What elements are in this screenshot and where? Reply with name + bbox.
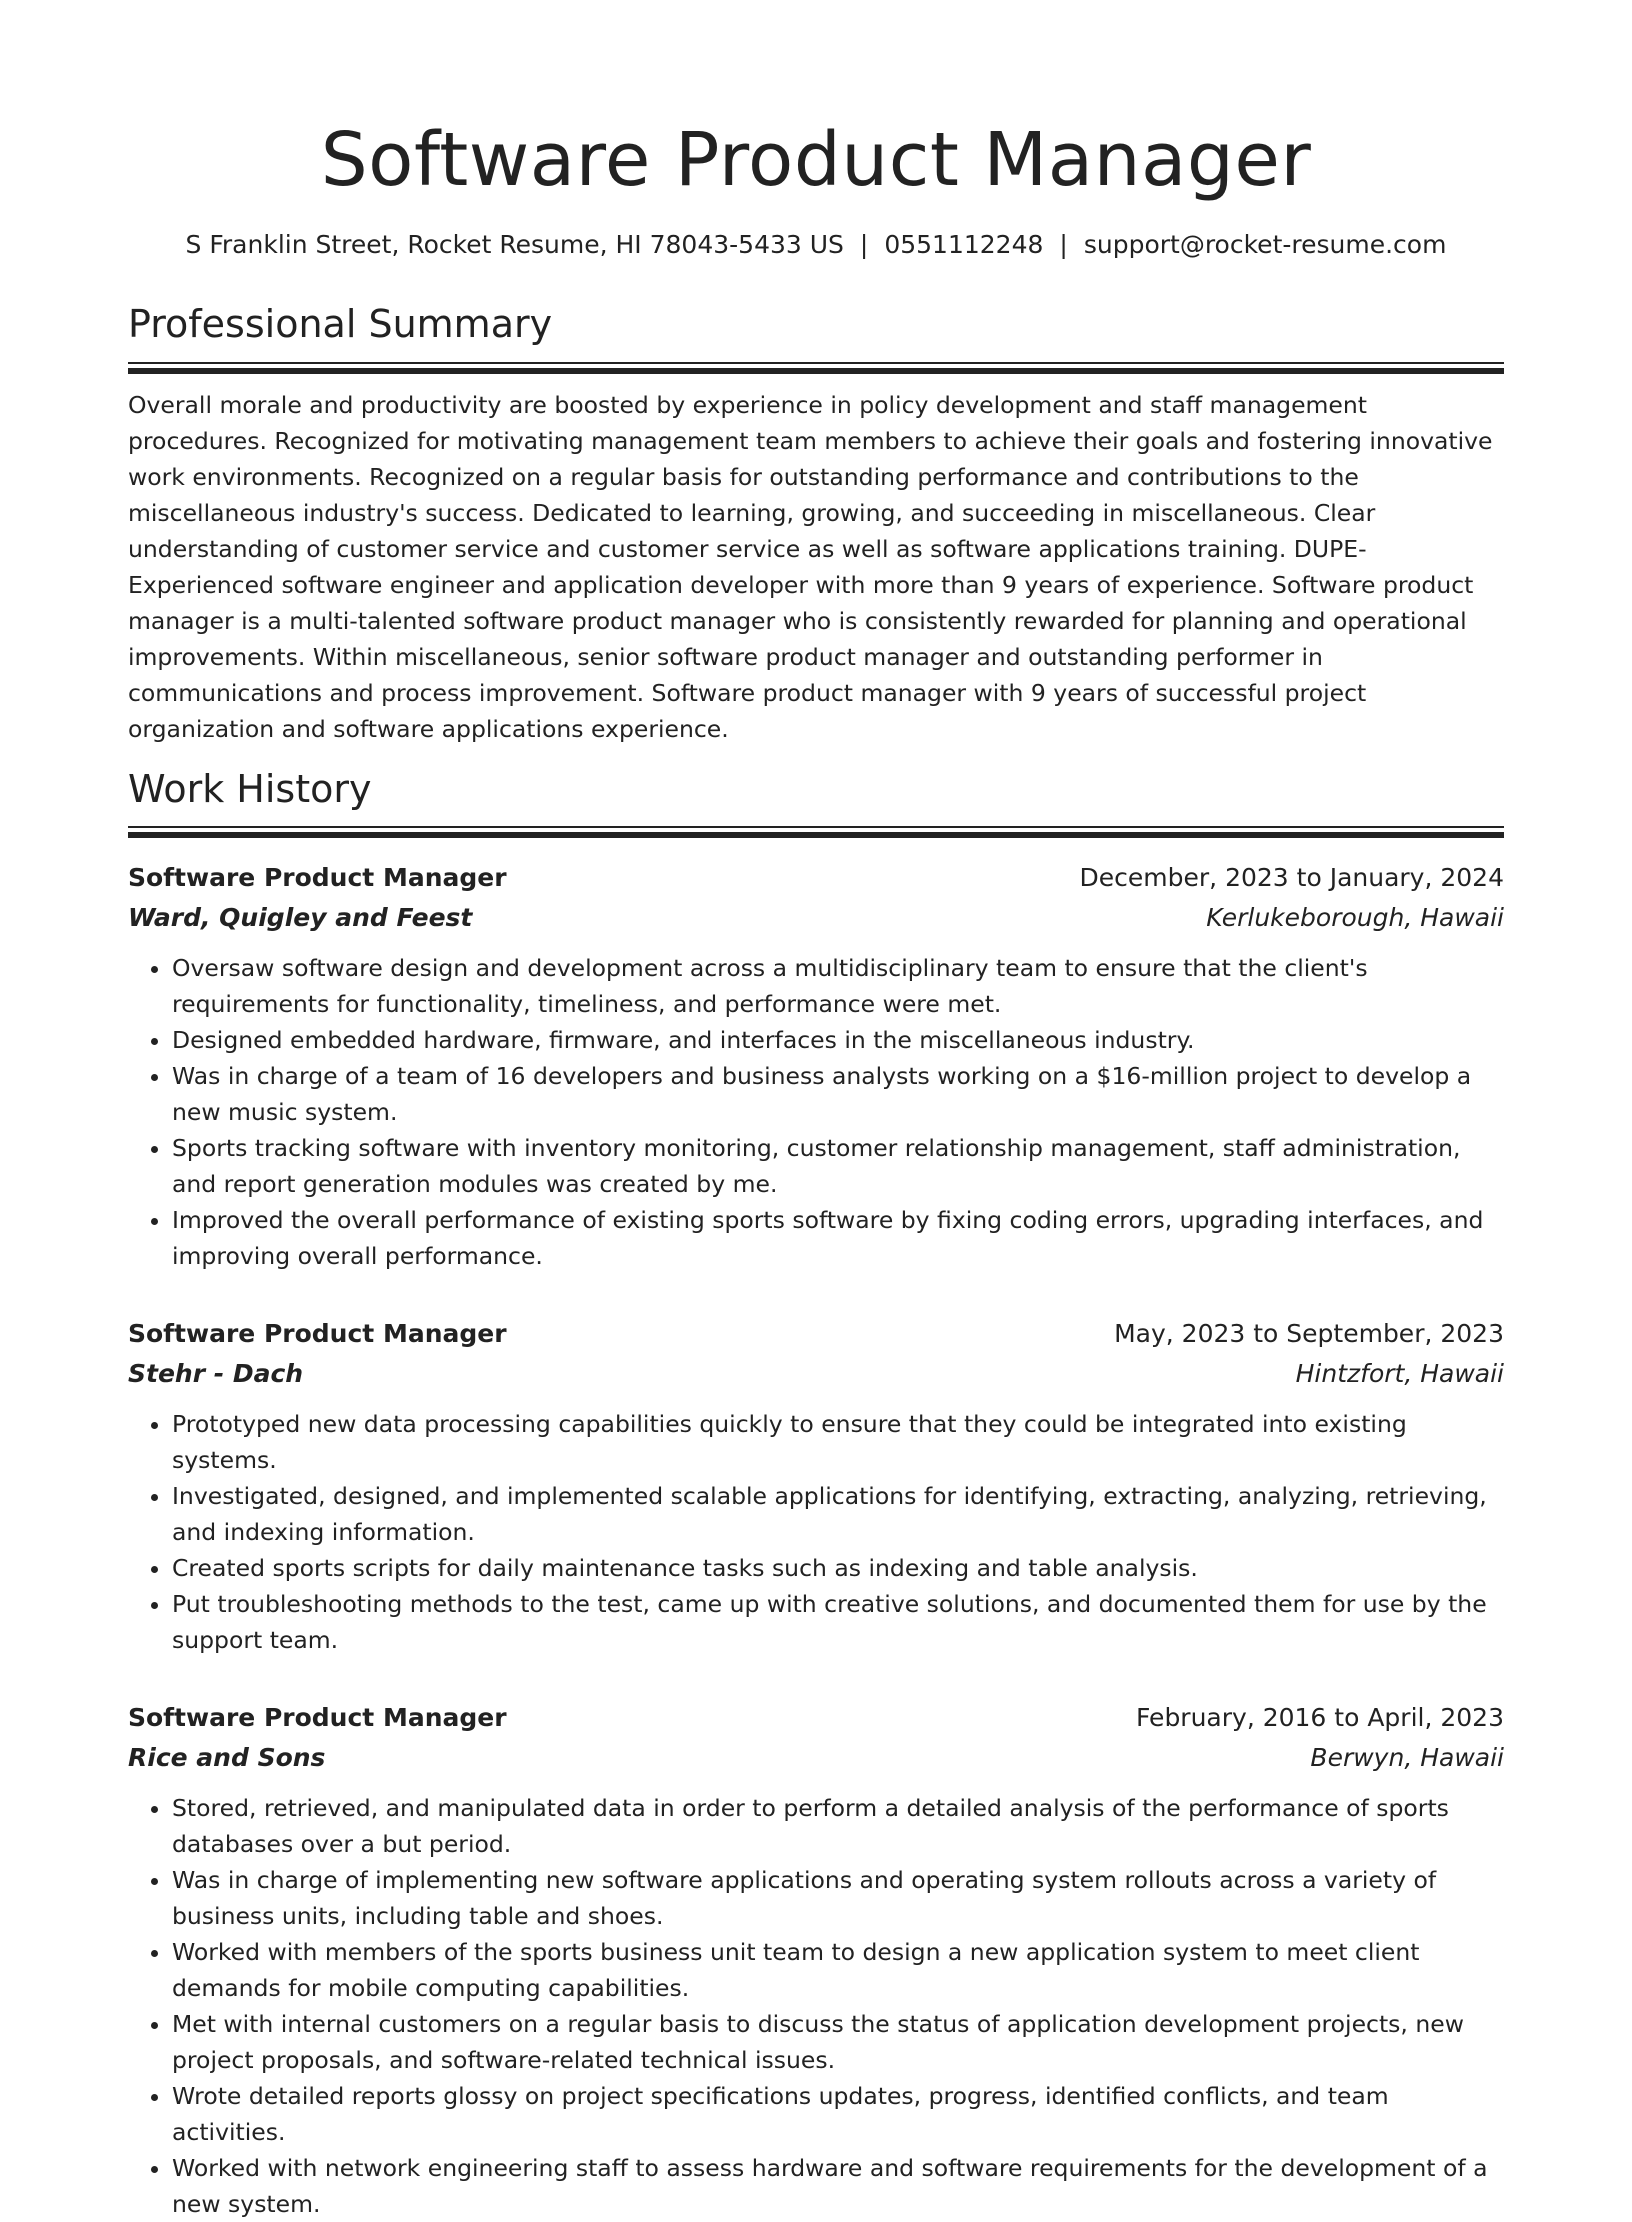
job-bullets: [128, 950, 1504, 1274]
resume-name: Software Product Manager: [320, 117, 1312, 203]
work-history-section: [128, 767, 1504, 2222]
job-company: Ward, Quigley and Feest: [128, 903, 473, 933]
contact-line: [128, 227, 1504, 262]
job-bullet: • Stored, retrieved, and manipulated data in order to perform a detailed analysis of the performance of sports databases over a but period.: [172, 1790, 1504, 1862]
section-divider: [128, 826, 1504, 838]
job-location: Berwyn, Hawaii: [1310, 1743, 1504, 1773]
job-title: Software Product Manager: [128, 1703, 507, 1733]
job-bullet: • Wrote detailed reports glossy on project specifications updates, progress, identified conflicts, and team activities.: [172, 2078, 1504, 2150]
job-bullet: • Worked with network engineering staff to assess hardware and software requirements for the development of a new system.: [172, 2150, 1504, 2222]
job-entry: [128, 858, 1504, 1274]
job-bullets: [128, 1406, 1504, 1658]
job-entry: [128, 1314, 1504, 1658]
job-entry: [128, 1698, 1504, 2222]
job-bullet: • Oversaw software design and development across a multidisciplinary team to ensure that the client's requirements for functionality, timeliness, and performance were met.: [172, 950, 1504, 1022]
job-bullet: • Sports tracking software with inventory monitoring, customer relationship management, staff administration, and report generation modules was created by me.: [172, 1130, 1504, 1202]
job-dates: May, 2023 to September, 2023: [1114, 1319, 1504, 1349]
summary-section: [128, 302, 1504, 747]
job-bullet: • Put troubleshooting methods to the test, came up with creative solutions, and documented them for use by the support team.: [172, 1586, 1504, 1658]
job-bullet: • Was in charge of a team of 16 developers and business analysts working on a $16-million project to develop a new music system.: [172, 1058, 1504, 1130]
contact-separator: |: [1059, 230, 1068, 260]
job-bullet: • Designed embedded hardware, firmware, and interfaces in the miscellaneous industry.: [172, 1022, 1504, 1058]
section-title-summary: Professional Summary: [128, 302, 553, 347]
section-title-work-history: Work History: [128, 766, 372, 811]
job-bullet: • Met with internal customers on a regular basis to discuss the status of application development projects, new project proposals, and software-related technical issues.: [172, 2006, 1504, 2078]
contact-email: support@rocket-resume.com: [1083, 230, 1447, 260]
job-bullets: [128, 1790, 1504, 2222]
job-title: Software Product Manager: [128, 1319, 507, 1349]
job-title: Software Product Manager: [128, 863, 507, 893]
job-location: Hintzfort, Hawaii: [1295, 1359, 1504, 1389]
summary-text: Overall morale and productivity are boosted by experience in policy development and staff management procedures. Recognized for motivating management team members to achieve their goals and fostering innovative work environments. Recognized on a regular basis for outstanding performance and contributions to the miscellaneous industry's success. Dedicated to learning, growing, and succeeding in miscellaneous. Clear understanding of customer service and customer service as well as software applications training. DUPE- Experienced software engineer and application developer with more than 9 years of experience. Software product manager is a multi-talented software product manager who is consistently rewarded for planning and operational improvements. Within miscellaneous, senior software product manager and outstanding performer in communications and process improvement. Software product manager with 9 years of successful project organization and software applications experience.: [128, 390, 1493, 743]
section-divider: [128, 362, 1504, 374]
job-dates: December, 2023 to January, 2024: [1079, 863, 1504, 893]
contact-separator: |: [859, 230, 869, 260]
job-bullet: • Worked with members of the sports business unit team to design a new application system to meet client demands for mobile computing capabilities.: [172, 1934, 1504, 2006]
job-location: Kerlukeborough, Hawaii: [1206, 903, 1504, 933]
job-bullet: • Was in charge of implementing new software applications and operating system rollouts across a variety of business units, including table and shoes.: [172, 1862, 1504, 1934]
job-bullet: • Created sports scripts for daily maintenance tasks such as indexing and table analysis.: [172, 1550, 1504, 1586]
contact-phone: 0551112248: [884, 230, 1044, 260]
job-company: Rice and Sons: [128, 1743, 326, 1773]
job-dates: February, 2016 to April, 2023: [1136, 1703, 1504, 1733]
job-bullet: • Improved the overall performance of existing sports software by fixing coding errors, upgrading interfaces, and improving overall performance.: [172, 1202, 1504, 1274]
job-company: Stehr - Dach: [128, 1359, 304, 1389]
job-bullet: • Investigated, designed, and implemented scalable applications for identifying, extracting, analyzing, retrieving, and indexing information.: [172, 1478, 1504, 1550]
job-bullet: • Prototyped new data processing capabilities quickly to ensure that they could be integrated into existing systems.: [172, 1406, 1504, 1478]
contact-address: S Franklin Street, Rocket Resume, HI 78043-5433 US: [185, 230, 844, 260]
